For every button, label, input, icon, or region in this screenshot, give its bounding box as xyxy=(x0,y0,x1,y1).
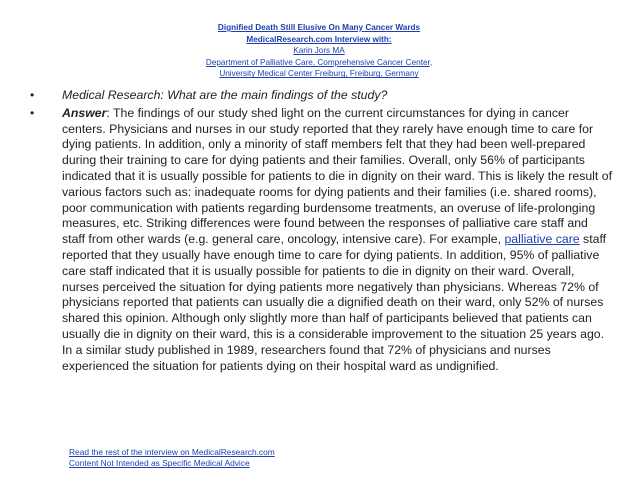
institution-line xyxy=(0,68,638,80)
department-comma: , xyxy=(429,57,433,67)
institution-link[interactable]: University Medical Center Freiburg, Freiburg, Germany xyxy=(219,69,419,79)
question-text: Medical Research: What are the main findings of the study? xyxy=(62,88,388,102)
subtitle-line xyxy=(0,34,638,46)
title-line xyxy=(0,22,638,34)
question-item xyxy=(28,88,614,104)
article-title-link[interactable]: Dignified Death Still Elusive On Many Cancer Wards xyxy=(217,23,421,32)
answer-text-part1: : The findings of our study shed light on the current circumstances for dying in cancer centers. Physicians and nurses in our study reported that they rarely have enough time to care for dying patients. In addition, only a minority of staff members felt that they had been well-prepared during their training to care for dying patients and their families. Overall, only 56% of participants indicated that it is usually possible for patients to die in dignity on their ward. This is likely the result of various factors such as: inadequate rooms for dying patients and their families (i.e. shared rooms), poor communication with patients regarding burdensome treatments, an overuse of life-prolonging measures, etc. Striking differences were found between the responses of palliative care staff and staff from other wards (e.g. general care, oncology, intensive care). For example, xyxy=(62,105,612,247)
interview-body xyxy=(28,88,614,376)
author-line xyxy=(0,45,638,57)
author-link[interactable]: Karin Jors MA xyxy=(293,46,345,56)
interview-subtitle-link[interactable]: MedicalResearch.com Interview with: xyxy=(246,34,392,44)
department-line xyxy=(0,57,638,69)
bullet-icon: • xyxy=(30,105,35,120)
bullet-icon: • xyxy=(30,88,35,102)
department-link[interactable]: Department of Palliative Care, Comprehensive Cancer Center xyxy=(205,57,430,67)
disclaimer-link[interactable]: Content Not Intended as Specific Medical Advice xyxy=(69,458,250,469)
answer-text-part2: staff reported that they usually have enough time to care for dying patients. In addition, 95% of palliative care staff indicated that it is usually possible for patients to die in dignity on their ward. Overall, nurses perceived the situation for dying patients more negatively than physicians. Whereas 72% of physicians reported that patients can usually die a dignified death on their ward, only 52% of nurses shared this opinion. Although only slightly more than half of participants believed that patients can usually die in dignity on their ward, this is a considerable improvement to the situation 25 years ago. In a similar study published in 1989, researchers found that 72% of physicians and nurses experienced the situation for patients dying on their hospital ward as undignified. xyxy=(62,232,607,373)
answer-item xyxy=(28,106,614,375)
read-more-link[interactable]: Read the rest of the interview on MedicalResearch.com xyxy=(69,447,275,457)
article-footer xyxy=(69,447,275,470)
palliative-care-link[interactable]: palliative care xyxy=(504,232,580,247)
answer-label: Answer xyxy=(62,105,107,120)
article-header xyxy=(0,22,638,80)
